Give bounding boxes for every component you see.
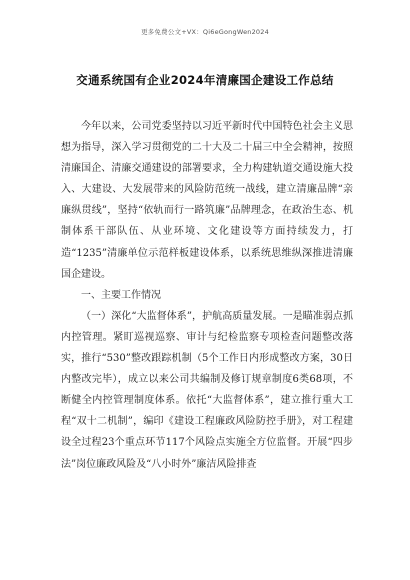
intro-paragraph: 今年以来，公司党委坚持以习近平新时代中国特色社会主义思想为指导，深入学习贯彻党的二十大及二十届三中全会精神，按照清廉国企、清廉交通建设的部署要求，全力构建轨道交通设施大投入、大建设、大发展带来的风险防范统一战线，建立清廉品牌“亲廉纵贯线”，坚持“依轨而行一路筑廉”品牌理念，在政治生态、机制体系干部队伍、从业环境、文化建设等方面持续发力，打造“1235”清廉单位示范样板建设体系，以系统思维纵深推进清廉国企建设。: [61, 121, 353, 280]
document-title: 交通系统国有企业2024年清廉国企建设工作总结: [76, 73, 334, 87]
section-heading: 一、主要工作情况: [81, 289, 161, 301]
item-paragraph: （一）深化“大监督体系”，护航高质量发展。一是瞄准弱点抓内控管理。紧盯巡视巡察、审计与纪检监察专项检查问题整改落实，推行“530”整改跟踪机制（5个工作日内形成整改方案，30日内整改完毕），成立以来公司共编制及修订规章制度6类68项，不断健全内控管理制度体系。依托“大监督体系”，建立推行重大工程“双十二机制”，编印《建设工程廉政风险防控手册》，对工程建设全过程23个重点环节117个风险点实施全方位监督。开展“四步法”岗位廉政风险及“八小时外”廉洁风险排查: [61, 310, 353, 470]
header-note: 更多免费公文+VX：Qi6eGongWen2024: [141, 28, 269, 36]
document-body: [61, 116, 353, 475]
